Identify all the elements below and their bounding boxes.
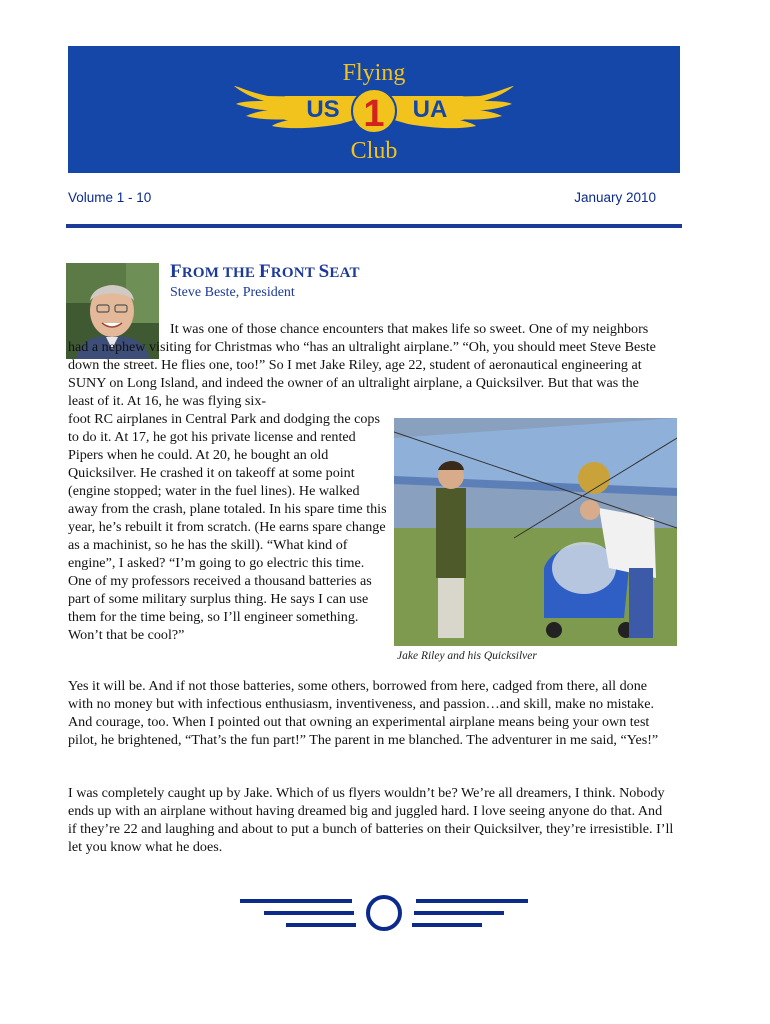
masthead-banner <box>68 46 680 173</box>
article-title: FROM THE FRONT SEAT <box>170 261 360 282</box>
quicksilver-photo <box>394 418 677 646</box>
club-logo <box>68 46 680 173</box>
article-byline: Steve Beste, President <box>170 285 295 300</box>
logo-word-flying: Flying <box>342 60 406 86</box>
article-paragraph-2: Yes it will be. And if not those batteries, some others, borrowed from here, cadged from there, all done with no money but with infectious enthusiasm, inventiveness, and passion…and skill, make no mistake. And courage, too. When I pointed out that owning an experimental airplane means being your own test pilot, he brightened, “That’s the fun part!” The parent in me blanched. The adventurer in me said, “Yes!” <box>68 678 659 748</box>
volume-label: Volume 1 - 10 <box>68 190 152 205</box>
footer-wing-ornament <box>240 893 528 937</box>
article-paragraph-1-continued: foot RC airplanes in Central Park and dodging the cops to do it. At 17, he got his private license and rented Pipers when he could. At 20, he bought an old Quicksilver. He crashed it on takeoff at some point (engine stopped; water in the fuel lines). He walked away from the crash, plane totaled. In his spare time this year, he’s rebuilt it from scratch. (He earns spare change as a machinist, so he has the skill). “What kind of engine”, I asked? “I’m going to go electric this time. One of my professors received a thousand batteries as part of some military surplus thing. He says I can use them for the time being, so I’ll engineer something. Won’t that be cool?” <box>68 411 387 643</box>
article-paragraph-3: I was completely caught up by Jake. Which of us flyers wouldn’t be? We’re all dreamers, I think. Nobody ends up with an airplane without having dreamed big and juggled hard. I love seeing anyone do that. And if they’re 22 and laughing and about to put a bunch of batteries on their Quicksilver, they’re irresistible. I’ll let you know what he does. <box>68 785 674 855</box>
issue-date: January 2010 <box>574 190 656 205</box>
article-paragraph-1: It was one of those chance encounters that makes life so sweet. One of my neighbors had a nephew visiting for Christmas who “has an ultralight airplane.” “Oh, you should meet Steve Beste down the street. He flies one, too!” So I met Jake Riley, age 22, student of aeronautical engineering at SUNY on Long Island, and indeed the owner of an ultralight airplane, a Quicksilver. But that was the least of it. At 16, he was flying six- <box>68 321 656 409</box>
logo-word-club: Club <box>350 138 398 164</box>
logo-word-us: US <box>306 96 340 123</box>
photo-caption: Jake Riley and his Quicksilver <box>397 650 537 662</box>
logo-numeral: 1 <box>363 93 385 135</box>
logo-word-ua: UA <box>412 96 448 123</box>
header-divider <box>66 224 682 228</box>
